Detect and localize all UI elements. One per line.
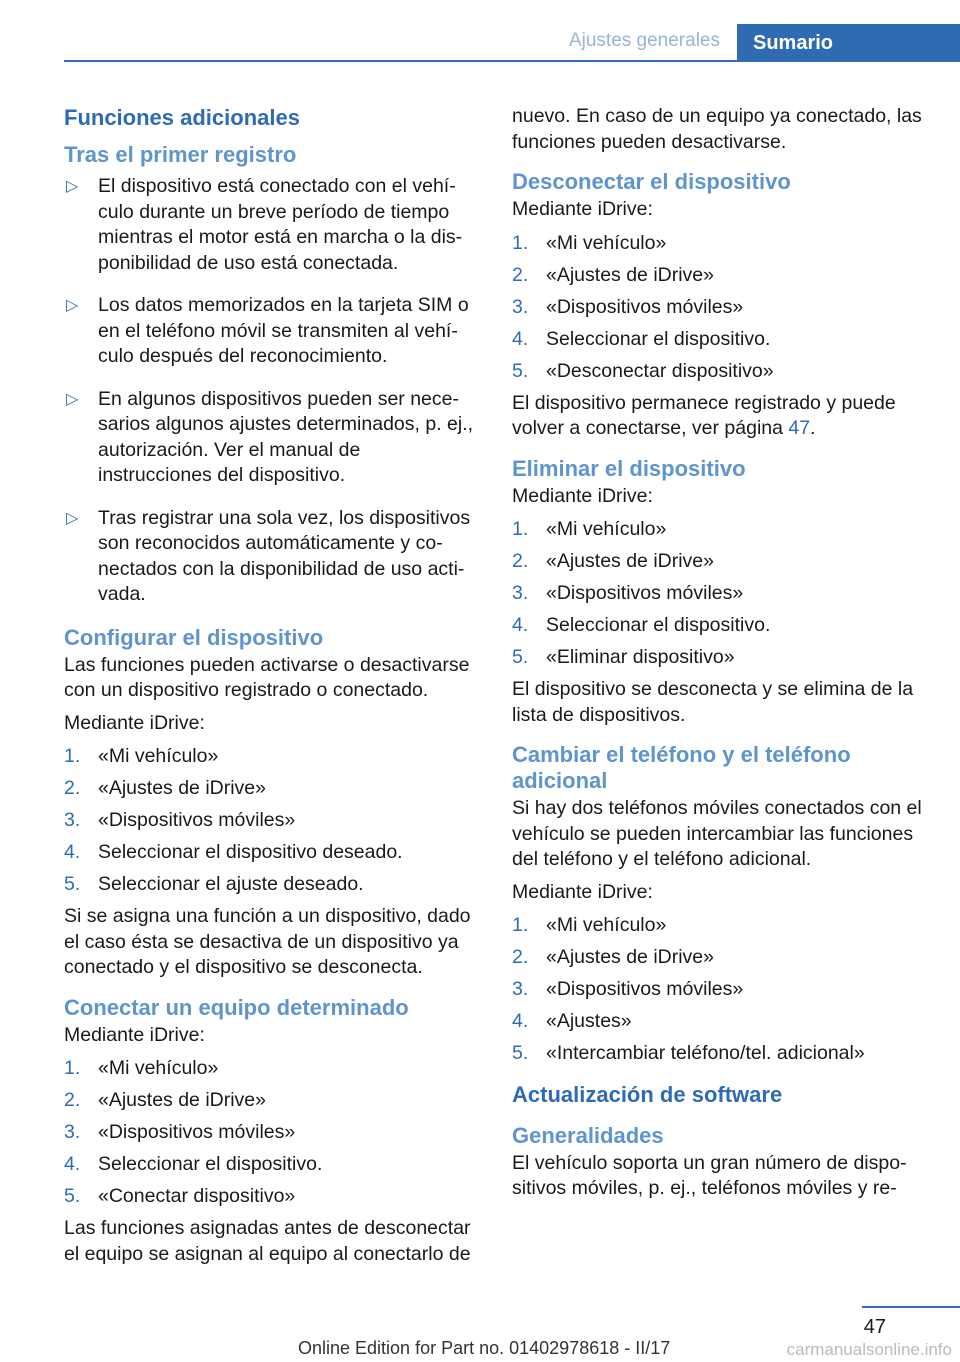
- list-item: ▷ En algunos dispositivos pueden ser necesarios algunos ajustes determinados, p. ej., autorización. Ver el manual de instrucciones del dispositivo.: [66, 387, 474, 486]
- steps-list: [512, 517, 926, 671]
- paragraph: El vehículo soporta un gran número de dispositivos móviles, p. ej., teléfonos móviles y re-: [512, 1151, 907, 1199]
- list-item: 1. «Mi vehículo»: [512, 914, 667, 936]
- list-item: 1. «Mi vehículo»: [64, 745, 219, 767]
- paragraph: Si se asigna una función a un dispositivo, dado el caso ésta se desactiva de un dispositivo ya conectado y el dispositivo se desconecta.: [64, 905, 471, 978]
- steps-list: [64, 744, 478, 898]
- steps-list: [64, 1056, 478, 1210]
- paragraph: Mediante iDrive:: [512, 880, 653, 903]
- page-reference-link[interactable]: 47: [788, 417, 811, 439]
- list-item: 1. «Mi vehículo»: [512, 518, 667, 540]
- list-item: 5. Seleccionar el ajuste deseado.: [64, 873, 364, 895]
- header-rule: [64, 60, 960, 62]
- paragraph: nuevo. En caso de un equipo ya conectado, las funciones pueden desactivarse.: [512, 105, 922, 153]
- list-item: 5. «Eliminar dispositivo»: [512, 646, 735, 668]
- paragraph: El dispositivo se desconecta y se elimina de la lista de dispositivos.: [512, 678, 914, 726]
- subheading-swap-phones: Cambiar el teléfono y el teléfono adicional: [512, 742, 851, 793]
- list-item: 1. «Mi vehículo»: [64, 1057, 219, 1079]
- footer-rule: [862, 1306, 960, 1308]
- paragraph: Mediante iDrive:: [64, 711, 205, 734]
- list-item: 4. Seleccionar el dispositivo.: [512, 614, 771, 636]
- list-item: ▷ El dispositivo está conectado con el vehículo durante un breve período de tiempo mientras el motor está en marcha o la disponibilidad de uso está conectada.: [66, 175, 463, 274]
- triangle-bullet-icon: ▷: [66, 390, 79, 408]
- triangle-bullet-icon: ▷: [66, 178, 79, 195]
- left-column: [64, 98, 478, 1274]
- list-item: 4. Seleccionar el dispositivo deseado.: [64, 841, 403, 863]
- list-item: 5. «Intercambiar teléfono/tel. adicional»: [512, 1042, 865, 1064]
- list-item: 3. «Dispositivos móviles»: [64, 1121, 296, 1143]
- paragraph: Mediante iDrive:: [64, 1023, 205, 1046]
- subheading-delete-device: Eliminar el dispositivo: [512, 455, 746, 481]
- list-item: 5. «Conectar dispositivo»: [64, 1185, 296, 1207]
- list-item: 5. «Desconectar dispositivo»: [512, 359, 774, 382]
- list-item: 2. «Ajustes de iDrive»: [64, 1089, 266, 1111]
- list-item: ▷ Tras registrar una sola vez, los dispositivos son reconocidos automáticamente y conectados con la disponibilidad de uso activada.: [66, 506, 471, 605]
- triangle-bullet-icon: ▷: [66, 297, 79, 314]
- subheading-first-registration: Tras el primer registro: [64, 142, 297, 167]
- list-item: 2. «Ajustes de iDrive»: [512, 550, 714, 572]
- triangle-bullet-icon: ▷: [66, 509, 79, 527]
- list-item: 2. «Ajustes de iDrive»: [512, 946, 714, 968]
- watermark: carmanualsonline.info: [786, 1340, 952, 1359]
- list-item: 2. «Ajustes de iDrive»: [64, 777, 266, 799]
- header-section-title: Ajustes generales: [568, 30, 720, 51]
- section-title-software-update: Actualización de software: [512, 1081, 783, 1107]
- list-item: 1. «Mi vehículo»: [512, 231, 667, 254]
- section-title: Funciones adicionales: [64, 105, 300, 130]
- list-item: 3. «Dispositivos móviles»: [64, 809, 296, 831]
- paragraph: Las funciones asignadas antes de desconectar el equipo se asignan al equipo al conectarlo de: [64, 1217, 471, 1265]
- subheading-connect-device: Conectar un equipo determinado: [64, 994, 409, 1020]
- subheading-configure-device: Configurar el dispositivo: [64, 624, 324, 650]
- paragraph: Mediante iDrive:: [512, 198, 653, 220]
- paragraph: Las funciones pueden activarse o desactivarse con un dispositivo registrado o conectado.: [64, 653, 470, 701]
- list-item: ▷ Los datos memorizados en la tarjeta SIM o en el teléfono móvil se transmiten al vehículo después del reconocimiento.: [66, 294, 469, 367]
- page-number: 47: [863, 1316, 886, 1338]
- list-item: 2. «Ajustes de iDrive»: [512, 263, 714, 286]
- list-item: 3. «Dispositivos móviles»: [512, 582, 744, 604]
- edition-note: Online Edition for Part no. 01402978618 - II/17: [298, 1338, 671, 1358]
- paragraph: Mediante iDrive:: [512, 484, 653, 507]
- list-item: 4. «Ajustes»: [512, 1010, 632, 1032]
- list-item: 4. Seleccionar el dispositivo.: [512, 327, 771, 350]
- subheading-general: Generalidades: [512, 1122, 664, 1148]
- summary-tab[interactable]: Sumario: [737, 24, 960, 62]
- list-item: 3. «Dispositivos móviles»: [512, 978, 744, 1000]
- list-item: 3. «Dispositivos móviles»: [512, 295, 744, 318]
- bullet-list: [64, 174, 478, 608]
- paragraph: Si hay dos teléfonos móviles conectados con el vehículo se pueden intercambiar las funciones del teléfono y el teléfono adicional.: [512, 797, 922, 870]
- steps-list: [512, 231, 926, 385]
- right-column: [512, 104, 926, 1209]
- steps-list: [512, 913, 926, 1067]
- paragraph: El dispositivo permanece registrado y puede volver a conectarse, ver página 47.: [512, 391, 896, 439]
- subheading-disconnect-device: Desconectar el dispositivo: [512, 169, 791, 194]
- list-item: 4. Seleccionar el dispositivo.: [64, 1153, 323, 1175]
